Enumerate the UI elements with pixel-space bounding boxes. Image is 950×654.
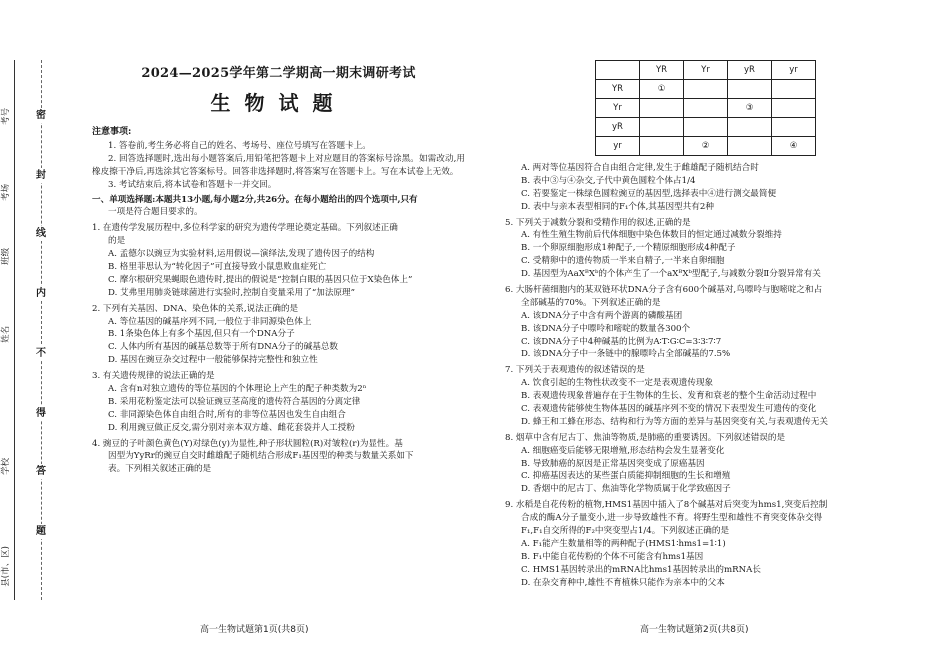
option-d: D. 该DNA分子中一条链中的腺嘌呤占全部碱基的7.5%	[521, 349, 731, 360]
notice-item: 1. 答卷前,考生务必将自己的姓名、考场号、座位号填写在答题卡上。	[108, 141, 371, 151]
question-stem: 6. 大肠杆菌细胞内的某双链环状DNA分子含有600个碱基对,鸟嘌呤与胞嘧啶之和占	[505, 285, 823, 296]
question-stem-cont: 全部碱基的70%。下列叙述正确的是	[521, 297, 661, 308]
table-cell: yR	[596, 118, 640, 137]
option-a: A. 含有n对独立遗传的等位基因的个体理论上产生的配子种类数为2ⁿ	[108, 384, 367, 395]
table-cell	[728, 80, 772, 99]
question-2	[92, 303, 465, 367]
option-a: A. 饮食引起的生物性状改变不一定是表观遗传现象	[521, 378, 714, 389]
seal-char: 答	[36, 466, 46, 477]
seal-char: 密	[36, 110, 46, 121]
option-c: C. 人体内所有基因的碱基总数等于所有DNA分子的碱基总数	[108, 342, 339, 353]
option-b: B. F₁中能自花传粉的个体不可能含有hms1基因	[521, 551, 704, 562]
binding-strip	[0, 0, 50, 654]
option-a: A. 该DNA分子中含有两个游离的磷酸基团	[521, 310, 683, 321]
question-9	[505, 499, 915, 589]
option-a: A. 两对等位基因符合自由组合定律,发生于雌雄配子随机结合时	[521, 163, 759, 173]
table-cell: ①	[640, 80, 684, 99]
field-exam-room: 考场	[1, 183, 12, 201]
question-stem: 2. 下列有关基因、DNA、染色体的关系,说法正确的是	[92, 303, 299, 314]
exam-title: 2024—2025学年第二学期高一期末调研考试	[141, 66, 416, 81]
binding-line	[14, 60, 15, 600]
table-cell	[728, 137, 772, 156]
question-4	[92, 438, 465, 477]
field-school: 学校	[1, 457, 12, 475]
option-d: D. 利用豌豆做正反交,需分别对亲本双方雄、雌花套袋并人工授粉	[108, 422, 355, 433]
option-c: C. 若要鉴定一株绿色圆粒豌豆的基因型,选择表中④进行测交最简便	[521, 188, 777, 199]
table-row	[596, 118, 816, 137]
seal-dashed-line	[41, 60, 42, 600]
footer-page-1: 高一生物试题第1页(共8页)	[200, 625, 309, 635]
table-cell: ④	[772, 137, 816, 156]
question-stem-cont: 的是	[108, 236, 126, 247]
notice-item: 3. 考试结束后,将本试卷和答题卡一并交回。	[108, 179, 277, 190]
option-d: D. 表中与亲本表型相同的F₁个体,其基因型共有2种	[521, 201, 714, 212]
question-stem: 7. 下列关于表观遗传的叙述错误的是	[505, 365, 645, 376]
question-stem: 1. 在遗传学发展历程中,多位科学家的研究为遗传学理论奠定基础。下列叙述正确	[92, 223, 398, 234]
table-row	[596, 137, 816, 156]
option-b: B. 格里菲思认为“转化因子”可直接导致小鼠患败血症死亡	[108, 262, 327, 273]
table-cell: yr	[772, 61, 816, 80]
seal-char: 封	[36, 170, 46, 181]
table-cell	[728, 118, 772, 137]
question-7	[505, 364, 915, 428]
table-cell	[640, 118, 684, 137]
table-cell: YR	[640, 61, 684, 80]
option-b: B. 采用花粉鉴定法可以验证豌豆茎高度的遗传符合基因的分离定律	[108, 396, 361, 407]
question-stem: 9. 水稻是自花传粉的植物,HMS1基因中插入了8个碱基对后突变为hms1,突变后控制	[505, 500, 828, 511]
option-c: C. 表观遗传能够使生物体基因的碱基序列不变的情况下表型发生可遗传的变化	[521, 404, 817, 415]
question-stem: 8. 烟草中含有尼古丁、焦油等物质,是肺癌的重要诱因。下列叙述错误的是	[505, 432, 786, 443]
option-a: A. 等位基因的碱基序列不同,一般位于非同源染色体上	[108, 316, 312, 327]
field-county: 县(市、区)	[0, 546, 11, 587]
table-cell	[772, 99, 816, 118]
notice-title: 注意事项:	[92, 126, 132, 137]
table-cell: yr	[596, 137, 640, 156]
question-stem-cont: 合成的酶A分子量变小,进一步导致雄性不育。将野生型和雄性不育突变体杂交得	[521, 513, 823, 524]
question-8	[505, 432, 915, 496]
option-d: D. 在杂交育种中,雄性不育植株只能作为亲本中的父本	[521, 577, 725, 588]
field-class: 班级	[1, 247, 12, 265]
table-cell: YR	[596, 80, 640, 99]
genotype-table	[595, 60, 816, 156]
table-cell: ②	[684, 137, 728, 156]
table-cell	[640, 99, 684, 118]
question-3	[92, 370, 465, 434]
option-c: C. 该DNA分子中4种碱基的比例为A∶T∶G∶C=3∶3∶7∶7	[521, 336, 722, 347]
seal-char: 内	[36, 288, 46, 299]
page-1	[92, 64, 465, 476]
option-c: C. 非同源染色体自由组合时,所有的非等位基因也发生自由组合	[108, 409, 346, 420]
question-stem: 5. 下列关于减数分裂和受精作用的叙述,正确的是	[505, 217, 691, 228]
question-stem-cont: 表。下列相关叙述正确的是	[108, 464, 212, 475]
seal-char: 得	[36, 408, 46, 419]
table-cell	[772, 118, 816, 137]
section-title-cont: 一项是符合题目要求的。	[108, 207, 203, 218]
table-row	[596, 99, 816, 118]
option-d: D. 基因在豌豆杂交过程中一般能够保持完整性和独立性	[108, 355, 318, 366]
option-b: B. 导致肺癌的原因是正常基因突变成了原癌基因	[521, 458, 705, 469]
option-d: D. 基因型为AaXᴮXᵇ的个体产生了一个aXᴮXᵇ型配子,与减数分裂Ⅱ分裂异常有关	[521, 269, 821, 280]
option-b: B. 表观遗传现象普遍存在于生物体的生长、发育和衰老的整个生命活动过程中	[521, 391, 817, 402]
option-a: A. 细胞癌变后能够无限增殖,形态结构会发生显著变化	[521, 445, 725, 456]
seal-char: 题	[36, 526, 46, 537]
table-cell: Yr	[684, 61, 728, 80]
field-name: 姓名	[1, 325, 12, 343]
notice-item: 2. 回答选择题时,选出每小题答案后,用铅笔把答题卡上对应题目的答案标号涂黑。如需改动,用橡皮擦干净后,再选涂其它答案标号。回答非选择题时,将答案写在答题卡上。写在本试卷上无效。	[92, 153, 465, 177]
question-5	[505, 217, 915, 281]
table-cell	[684, 80, 728, 99]
option-b: B. 表中③与④杂交,子代中黄色圆粒个体占1/4	[521, 175, 696, 186]
section-title: 一、单项选择题:本题共13小题,每小题2分,共26分。在每小题给出的四个选项中,只有	[92, 194, 418, 205]
option-c: C. 摩尔根研究果蝇眼色遗传时,提出的假说是“控制白眼的基因只位于X染色体上”	[108, 274, 413, 285]
table-header-row	[596, 61, 816, 80]
table-cell	[684, 99, 728, 118]
option-d: D. 艾弗里用肺炎链球菌进行实验时,控制自变量采用了“加法原理”	[108, 287, 356, 298]
option-a: A. 孟德尔以豌豆为实验材料,运用假说—演绎法,发现了遗传因子的结构	[108, 249, 375, 260]
question-stem: 3. 有关遗传规律的说法正确的是	[92, 371, 215, 382]
table-row	[596, 80, 816, 99]
option-d: D. 香烟中的尼古丁、焦油等化学物质属于化学致癌因子	[521, 484, 731, 495]
field-exam-number: 考号	[1, 107, 12, 125]
table-cell: ③	[728, 99, 772, 118]
table-cell: Yr	[596, 99, 640, 118]
question-1	[92, 222, 465, 299]
table-cell	[684, 118, 728, 137]
seal-char: 线	[36, 228, 46, 239]
option-b: B. 一个卵原细胞形成1种配子,一个精原细胞形成4种配子	[521, 243, 736, 254]
table-cell	[640, 137, 684, 156]
option-c: C. HMS1基因转录出的mRNA比hms1基因转录出的mRNA长	[521, 564, 761, 575]
question-stem-cont: F₁,F₁自交所得的F₂中突变型占1/4。下列叙述正确的是	[521, 526, 730, 537]
option-d: D. 蜂王和工蜂在形态、结构和行为等方面的差异与基因突变有关,与表观遗传无关	[521, 416, 828, 427]
table-cell	[772, 80, 816, 99]
page-2	[505, 60, 915, 590]
table-cell	[596, 61, 640, 80]
option-c: C. 抑癌基因表达的某些蛋白质能抑制细胞的生长和增殖	[521, 471, 731, 482]
question-6	[505, 284, 915, 361]
question-stem: 4. 豌豆的子叶颜色黄色(Y)对绿色(y)为显性,种子形状圆粒(R)对皱粒(r)为显性。基	[92, 438, 403, 449]
option-a: A. F₁能产生数量相等的两种配子(HMS1∶hms1=1∶1)	[521, 538, 726, 549]
subject-title: 生物试题	[210, 90, 347, 115]
option-c: C. 受精卵中的遗传物质一半来自精子,一半来自卵细胞	[521, 256, 725, 267]
question-4-options	[505, 162, 915, 214]
seal-char: 不	[36, 348, 46, 359]
table-cell: yR	[728, 61, 772, 80]
footer-page-2: 高一生物试题第2页(共8页)	[640, 625, 749, 635]
option-b: B. 1条染色体上有多个基因,但只有一个DNA分子	[108, 329, 295, 340]
option-a: A. 有性生殖生物前后代体细胞中染色体数目的恒定通过减数分裂维持	[521, 230, 782, 241]
option-b: B. 该DNA分子中嘌呤和嘧啶的数量各300个	[521, 323, 691, 334]
question-stem-cont: 因型为YyRr的豌豆自交时雌雄配子随机结合形成F₁基因型的种类与数量关系如下	[108, 451, 414, 462]
